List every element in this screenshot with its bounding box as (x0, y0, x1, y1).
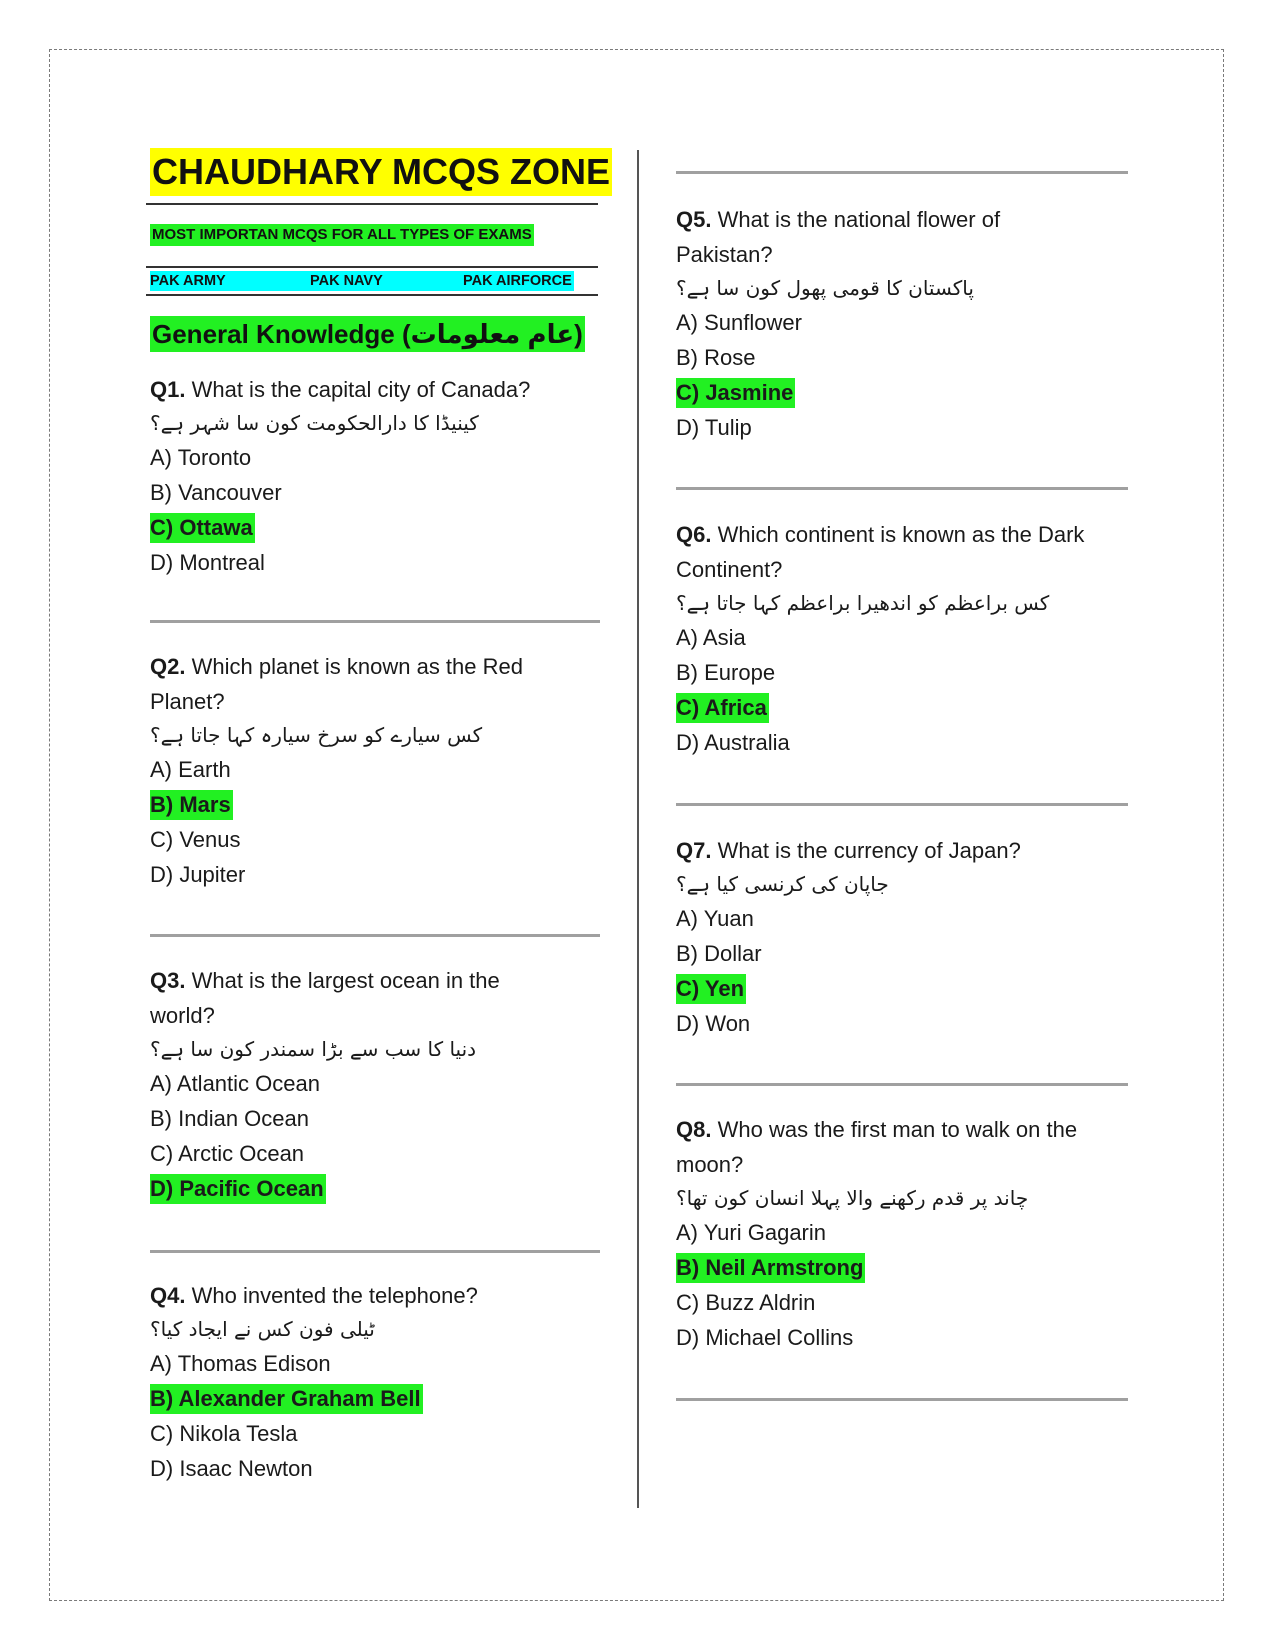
question-line: What is the national flower of (717, 207, 1001, 232)
option-c: C) Nikola Tesla (150, 1421, 298, 1446)
question-line: Which continent is known as the Dark (717, 522, 1085, 547)
option-d: D) Australia (676, 730, 790, 755)
question-text (676, 517, 1084, 552)
option-b: B) Vancouver (150, 480, 282, 505)
question-line-2: Continent? (676, 557, 783, 582)
option-b: B) Europe (676, 660, 776, 685)
question-separator (676, 171, 1128, 174)
question-block (150, 649, 523, 892)
question-urdu: چاند پر قدم رکھنے والا پہلا انسان کون تھا؟ (676, 1186, 1029, 1210)
question-number: Q1. (150, 377, 186, 402)
question-text (150, 1278, 478, 1313)
question-text (676, 833, 1021, 868)
option-b-correct: B) Neil Armstrong (676, 1250, 1077, 1285)
option-c-correct: C) Africa (676, 690, 1084, 725)
question-text (676, 202, 1000, 237)
question-number: Q5. (676, 207, 712, 232)
question-text (150, 963, 500, 998)
question-line: Who was the first man to walk on the (717, 1117, 1078, 1142)
question-line: What is the currency of Japan? (717, 838, 1021, 863)
question-line-2: world? (150, 1003, 215, 1028)
question-line-2: Pakistan? (676, 242, 773, 267)
question-separator (150, 1250, 600, 1253)
question-urdu: جاپان کی کرنسی کیا ہے؟ (676, 872, 889, 896)
question-line-2: moon? (676, 1152, 744, 1177)
header-rule (146, 203, 598, 205)
question-text (676, 1112, 1077, 1147)
column-divider (637, 150, 639, 1508)
question-block (676, 833, 1021, 1041)
option-a: A) Yuan (676, 906, 754, 931)
option-a: A) Atlantic Ocean (150, 1071, 320, 1096)
question-separator (676, 1083, 1128, 1086)
question-urdu: پاکستان کا قومی پھول کون سا ہے؟ (676, 276, 974, 300)
option-b: B) Dollar (676, 941, 762, 966)
option-a: A) Asia (676, 625, 746, 650)
option-a: A) Yuri Gagarin (676, 1220, 827, 1245)
question-urdu: ٹیلی فون کس نے ایجاد کیا؟ (150, 1317, 375, 1341)
option-d: D) Tulip (676, 415, 752, 440)
question-text (150, 649, 523, 684)
option-a: A) Toronto (150, 445, 252, 470)
question-line: What is the capital city of Canada? (191, 377, 531, 402)
question-separator (150, 620, 600, 623)
option-c: C) Venus (150, 827, 241, 852)
option-d: D) Isaac Newton (150, 1456, 313, 1481)
option-b: B) Rose (676, 345, 756, 370)
option-d: D) Jupiter (150, 862, 246, 887)
question-block (676, 202, 1000, 445)
option-c: C) Arctic Ocean (150, 1141, 305, 1166)
question-number: Q6. (676, 522, 712, 547)
question-line-2: Planet? (150, 689, 225, 714)
question-urdu: کس براعظم کو اندھیرا براعظم کہا جاتا ہے؟ (676, 591, 1050, 615)
brand-title: CHAUDHARY MCQS ZONE (150, 148, 612, 196)
option-b-correct: B) Mars (150, 787, 523, 822)
question-separator (676, 487, 1128, 490)
question-text (150, 372, 530, 407)
option-d: D) Montreal (150, 550, 265, 575)
tagline: MOST IMPORTAN MCQS FOR ALL TYPES OF EXAMS (150, 224, 534, 246)
option-c-correct: C) Yen (676, 971, 1021, 1006)
option-a: A) Earth (150, 757, 231, 782)
question-block (676, 517, 1084, 760)
option-d: D) Won (676, 1011, 751, 1036)
force-navy: PAK NAVY (310, 273, 383, 289)
option-d: D) Michael Collins (676, 1325, 854, 1350)
option-d-correct: D) Pacific Ocean (150, 1171, 500, 1206)
section-title: General Knowledge (عام معلومات) (150, 316, 585, 352)
question-urdu: دنیا کا سب سے بڑا سمندر کون سا ہے؟ (150, 1037, 477, 1061)
option-c: C) Buzz Aldrin (676, 1290, 816, 1315)
question-number: Q8. (676, 1117, 712, 1142)
question-separator (676, 1398, 1128, 1401)
question-block (150, 963, 500, 1206)
question-number: Q2. (150, 654, 186, 679)
header-rule (146, 294, 598, 296)
question-block (676, 1112, 1077, 1355)
question-urdu: کینیڈا کا دارالحکومت کون سا شہر ہے؟ (150, 411, 479, 435)
question-line: Who invented the telephone? (191, 1283, 478, 1308)
question-block (150, 372, 530, 580)
question-separator (676, 803, 1128, 806)
option-b: B) Indian Ocean (150, 1106, 309, 1131)
question-line: What is the largest ocean in the (191, 968, 500, 993)
question-number: Q4. (150, 1283, 186, 1308)
header-rule (146, 266, 598, 268)
option-c-correct: C) Ottawa (150, 510, 530, 545)
force-airforce: PAK AIRFORCE (463, 273, 572, 289)
option-a: A) Thomas Edison (150, 1351, 331, 1376)
question-urdu: کس سیارے کو سرخ سیارہ کہا جاتا ہے؟ (150, 723, 483, 747)
option-c-correct: C) Jasmine (676, 375, 1000, 410)
question-block (150, 1278, 478, 1486)
question-number: Q3. (150, 968, 186, 993)
option-b-correct: B) Alexander Graham Bell (150, 1381, 478, 1416)
question-separator (150, 934, 600, 937)
question-line: Which planet is known as the Red (191, 654, 523, 679)
force-army: PAK ARMY (150, 273, 226, 289)
forces-banner (150, 271, 574, 291)
option-a: A) Sunflower (676, 310, 802, 335)
question-number: Q7. (676, 838, 712, 863)
